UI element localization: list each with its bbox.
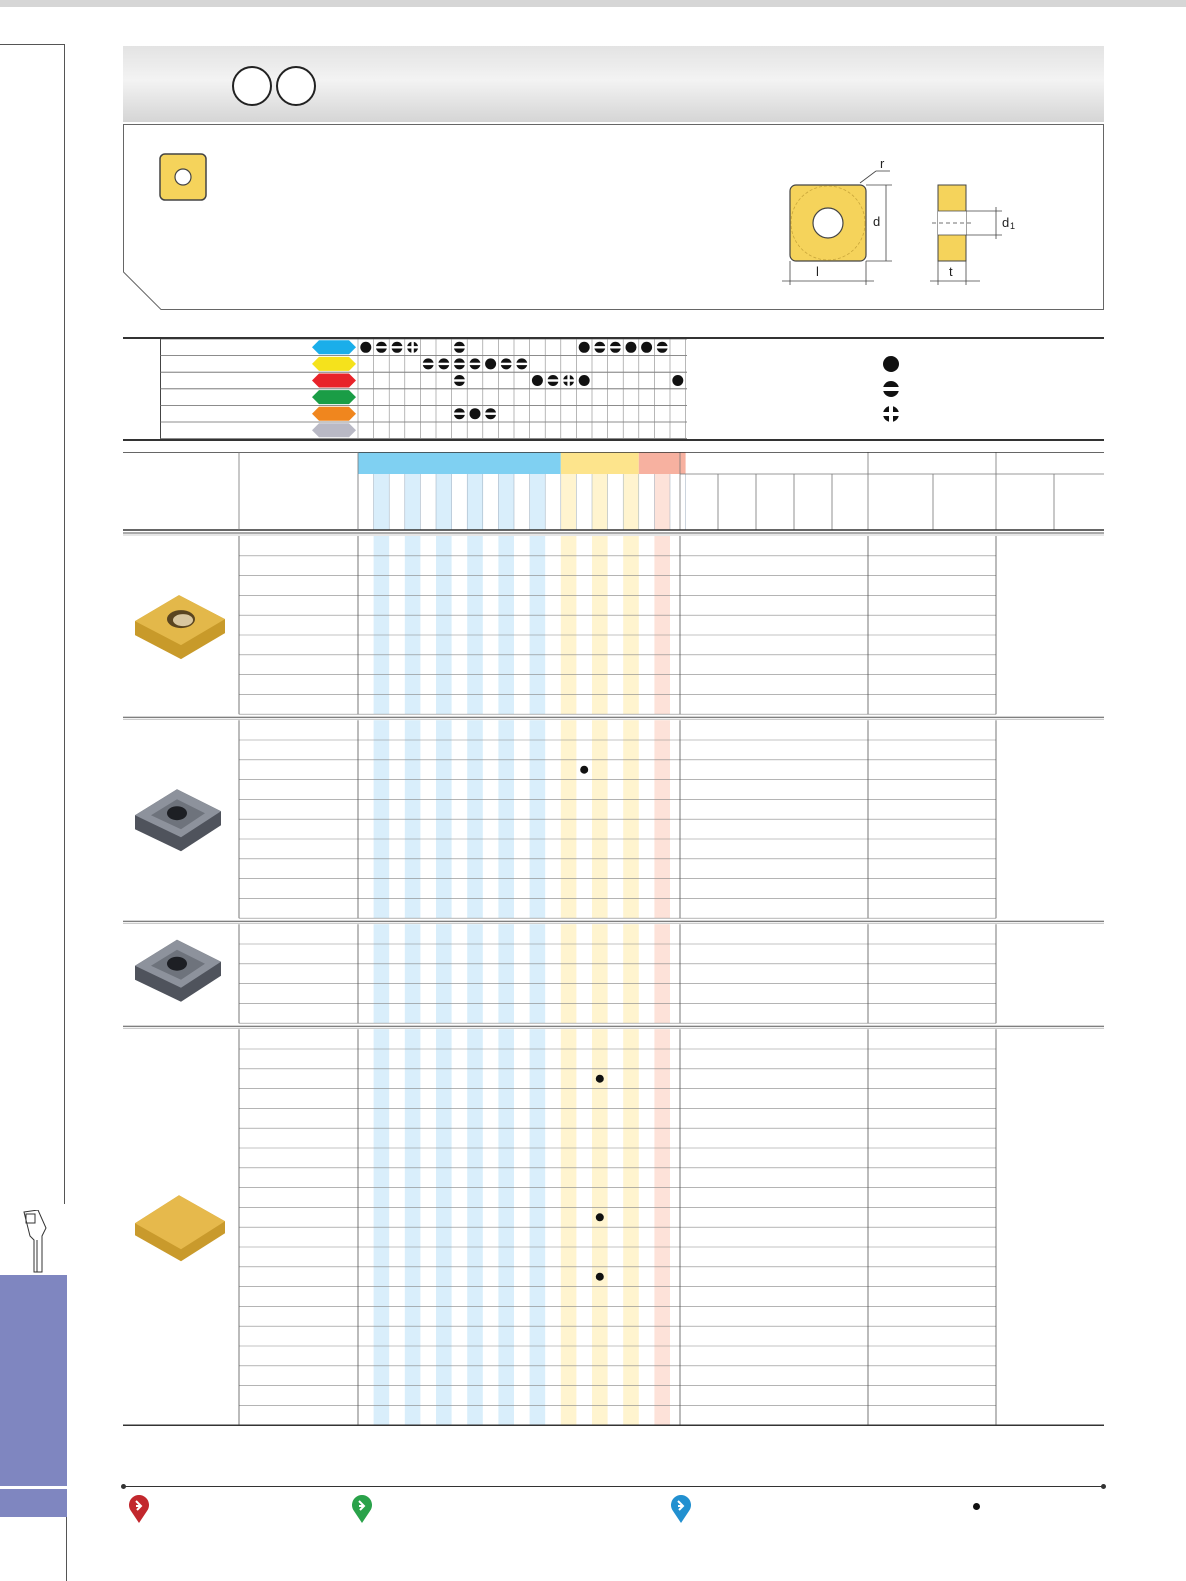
- material-group-tab-4: [312, 390, 356, 404]
- application-legend-grid: [160, 339, 687, 439]
- legend-mark-dot-icon: [485, 358, 496, 369]
- material-group-tab-3: [312, 374, 356, 388]
- legend-mark-dot-icon: [532, 375, 543, 386]
- side-frame: [0, 44, 65, 1204]
- header-circle-2: [276, 66, 316, 106]
- legend-mark-dot-icon: [470, 408, 481, 419]
- material-group-tab-6: [312, 423, 356, 437]
- availability-dot: [596, 1075, 604, 1083]
- svg-text:l: l: [816, 264, 819, 279]
- legend-mark-dot-icon: [626, 342, 637, 353]
- insert-dimension-diagram: [780, 155, 1030, 295]
- side-frame-lower: [66, 1517, 67, 1581]
- gray-molded-insert-icon: [135, 940, 221, 1002]
- material-group-tab-1: [312, 340, 356, 354]
- legend-mark-dot-icon: [579, 375, 590, 386]
- side-tab-divider: [0, 1486, 67, 1489]
- svg-text:r: r: [880, 156, 885, 171]
- legend-bottom-rule: [123, 439, 1104, 441]
- svg-text:t: t: [949, 264, 953, 279]
- legend-mark-dot-icon: [360, 342, 371, 353]
- svg-text:1: 1: [1010, 221, 1016, 231]
- availability-dot: [596, 1213, 604, 1221]
- availability-dot: [580, 766, 588, 774]
- legend-mark-dot-icon: [641, 342, 652, 353]
- svg-text:d: d: [873, 214, 881, 229]
- header-band-p: [358, 452, 561, 474]
- footer-rule-end-left: [121, 1484, 126, 1489]
- red-arrow-pin-icon[interactable]: [128, 1494, 150, 1529]
- toolholder-thumb-icon: [20, 1210, 56, 1274]
- header-circle-1: [232, 66, 272, 106]
- legend-mark-dot-icon: [672, 375, 683, 386]
- material-group-tab-5: [312, 407, 356, 421]
- gold-flat-insert-icon: [135, 1195, 225, 1261]
- material-group-tab-2: [312, 357, 356, 371]
- header-band-n: [639, 452, 686, 474]
- square-insert-icon: [159, 153, 207, 201]
- legend-mark-dot-icon: [579, 342, 590, 353]
- grade-availability-table: [123, 452, 1104, 1492]
- legend-symbol-key: [880, 356, 902, 422]
- footer-rule: [123, 1486, 1104, 1487]
- svg-text:d: d: [1002, 215, 1010, 230]
- blue-arrow-pin-icon[interactable]: [670, 1494, 692, 1529]
- top-bar: [0, 0, 1186, 7]
- gray-chipbreaker-insert-icon: [135, 789, 221, 851]
- key-dot-icon: [883, 356, 899, 372]
- header-band-k: [561, 452, 639, 474]
- green-arrow-pin-icon[interactable]: [351, 1494, 373, 1529]
- footer-dot: [973, 1503, 980, 1510]
- footer-rule-end-right: [1101, 1484, 1106, 1489]
- availability-dot: [596, 1273, 604, 1281]
- side-tab[interactable]: [0, 1275, 67, 1517]
- gold-insert-hole-icon: [135, 595, 225, 659]
